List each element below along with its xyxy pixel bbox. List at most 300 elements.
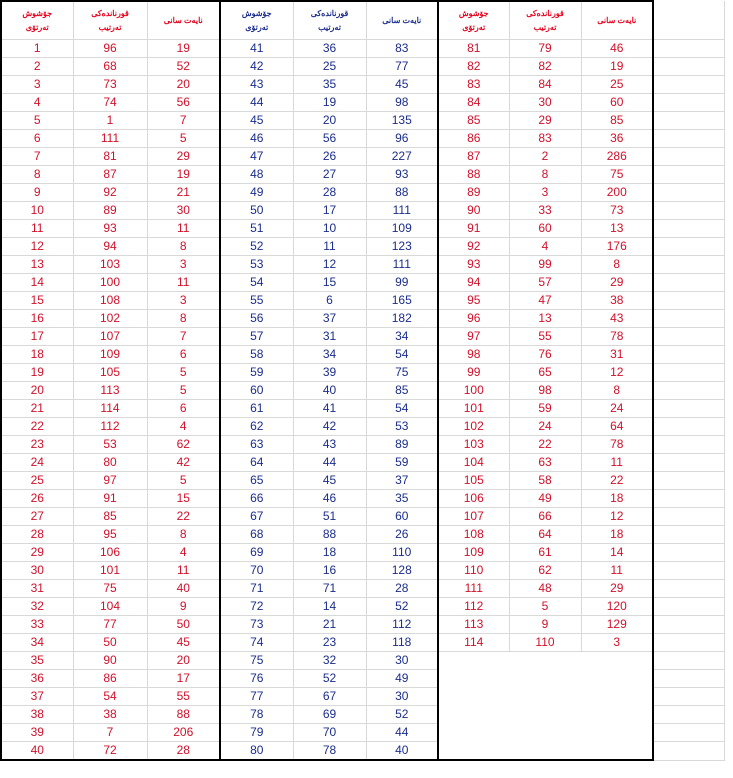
data-cell[interactable]: 109 [73, 346, 147, 364]
data-cell[interactable]: 56 [293, 130, 366, 148]
data-cell[interactable]: 102 [73, 310, 147, 328]
data-cell[interactable]: 113 [438, 616, 509, 634]
data-cell[interactable]: 55 [147, 688, 220, 706]
data-cell[interactable]: 65 [220, 472, 293, 490]
data-cell[interactable]: 30 [366, 688, 438, 706]
data-cell[interactable]: 92 [438, 238, 509, 256]
data-cell[interactable]: 14 [1, 274, 73, 292]
data-cell[interactable]: 78 [220, 706, 293, 724]
data-cell[interactable]: 78 [581, 328, 653, 346]
data-cell[interactable]: 87 [73, 166, 147, 184]
data-cell[interactable]: 105 [73, 364, 147, 382]
data-cell[interactable]: 20 [147, 76, 220, 94]
data-cell[interactable]: 31 [1, 580, 73, 598]
data-cell[interactable]: 8 [581, 256, 653, 274]
data-cell[interactable]: 12 [581, 364, 653, 382]
data-cell[interactable]: 58 [220, 346, 293, 364]
data-cell[interactable]: 45 [293, 472, 366, 490]
data-cell[interactable]: 99 [438, 364, 509, 382]
data-cell[interactable]: 49 [509, 490, 581, 508]
data-cell[interactable]: 29 [581, 274, 653, 292]
data-cell[interactable]: 97 [438, 328, 509, 346]
data-cell[interactable]: 19 [293, 94, 366, 112]
data-cell[interactable]: 93 [366, 166, 438, 184]
data-cell[interactable]: 85 [73, 508, 147, 526]
data-cell[interactable]: 91 [73, 490, 147, 508]
data-cell[interactable]: 95 [73, 526, 147, 544]
data-cell[interactable]: 81 [438, 40, 509, 58]
data-cell[interactable]: 77 [73, 616, 147, 634]
data-cell[interactable]: 31 [581, 346, 653, 364]
empty-cell[interactable] [653, 490, 724, 508]
data-cell[interactable]: 8 [509, 166, 581, 184]
data-cell[interactable]: 73 [73, 76, 147, 94]
data-cell[interactable]: 39 [1, 724, 73, 742]
data-cell[interactable]: 31 [293, 328, 366, 346]
empty-cell[interactable] [653, 526, 724, 544]
data-cell[interactable]: 17 [1, 328, 73, 346]
empty-cell[interactable] [653, 724, 724, 742]
data-cell[interactable]: 50 [147, 616, 220, 634]
data-cell[interactable]: 106 [438, 490, 509, 508]
data-cell[interactable]: 34 [1, 634, 73, 652]
empty-cell[interactable] [653, 40, 724, 58]
data-cell[interactable]: 22 [509, 436, 581, 454]
data-cell[interactable]: 7 [73, 724, 147, 742]
data-cell[interactable]: 11 [147, 274, 220, 292]
data-cell[interactable]: 20 [1, 382, 73, 400]
data-cell[interactable]: 74 [73, 94, 147, 112]
data-cell[interactable]: 34 [366, 328, 438, 346]
data-cell[interactable]: 43 [220, 76, 293, 94]
data-cell[interactable]: 65 [509, 364, 581, 382]
data-cell[interactable]: 61 [509, 544, 581, 562]
empty-cell[interactable] [653, 76, 724, 94]
data-cell[interactable]: 40 [366, 742, 438, 761]
empty-cell[interactable] [581, 670, 653, 688]
empty-cell[interactable] [653, 652, 724, 670]
data-cell[interactable]: 105 [438, 472, 509, 490]
data-cell[interactable]: 54 [366, 346, 438, 364]
data-cell[interactable]: 102 [438, 418, 509, 436]
data-cell[interactable]: 8 [581, 382, 653, 400]
data-cell[interactable]: 18 [581, 526, 653, 544]
empty-cell[interactable] [653, 148, 724, 166]
data-cell[interactable]: 112 [73, 418, 147, 436]
data-cell[interactable]: 8 [147, 526, 220, 544]
data-cell[interactable]: 3 [581, 634, 653, 652]
data-cell[interactable]: 98 [366, 94, 438, 112]
data-cell[interactable]: 129 [581, 616, 653, 634]
data-cell[interactable]: 120 [581, 598, 653, 616]
empty-cell[interactable] [653, 580, 724, 598]
empty-cell[interactable] [653, 364, 724, 382]
data-cell[interactable]: 10 [1, 202, 73, 220]
data-cell[interactable]: 59 [220, 364, 293, 382]
data-cell[interactable]: 36 [1, 670, 73, 688]
data-cell[interactable]: 29 [147, 148, 220, 166]
data-cell[interactable]: 76 [220, 670, 293, 688]
data-cell[interactable]: 68 [220, 526, 293, 544]
data-cell[interactable]: 21 [147, 184, 220, 202]
data-cell[interactable]: 90 [438, 202, 509, 220]
data-cell[interactable]: 49 [366, 670, 438, 688]
data-cell[interactable]: 57 [509, 274, 581, 292]
data-cell[interactable]: 42 [147, 454, 220, 472]
data-cell[interactable]: 35 [1, 652, 73, 670]
data-cell[interactable]: 11 [581, 562, 653, 580]
data-cell[interactable]: 88 [438, 166, 509, 184]
data-cell[interactable]: 104 [438, 454, 509, 472]
data-cell[interactable]: 89 [366, 436, 438, 454]
data-cell[interactable]: 5 [1, 112, 73, 130]
data-cell[interactable]: 83 [438, 76, 509, 94]
empty-cell[interactable] [653, 238, 724, 256]
data-cell[interactable]: 5 [509, 598, 581, 616]
header-cell[interactable] [581, 1, 653, 40]
empty-cell[interactable] [653, 418, 724, 436]
data-cell[interactable]: 30 [1, 562, 73, 580]
data-cell[interactable]: 100 [438, 382, 509, 400]
empty-cell[interactable] [653, 1, 724, 40]
empty-cell[interactable] [653, 310, 724, 328]
data-cell[interactable]: 23 [1, 436, 73, 454]
data-cell[interactable]: 40 [293, 382, 366, 400]
data-cell[interactable]: 25 [293, 58, 366, 76]
data-cell[interactable]: 114 [73, 400, 147, 418]
data-cell[interactable]: 109 [438, 544, 509, 562]
data-cell[interactable]: 28 [147, 742, 220, 761]
data-cell[interactable]: 68 [73, 58, 147, 76]
data-cell[interactable]: 66 [220, 490, 293, 508]
data-cell[interactable]: 8 [1, 166, 73, 184]
data-cell[interactable]: 111 [73, 130, 147, 148]
data-cell[interactable]: 42 [293, 418, 366, 436]
data-cell[interactable]: 7 [147, 328, 220, 346]
data-cell[interactable]: 81 [73, 148, 147, 166]
data-cell[interactable]: 104 [73, 598, 147, 616]
header-cell[interactable] [1, 1, 73, 40]
data-cell[interactable]: 53 [73, 436, 147, 454]
data-cell[interactable]: 39 [293, 364, 366, 382]
data-cell[interactable]: 53 [366, 418, 438, 436]
data-cell[interactable]: 3 [509, 184, 581, 202]
empty-cell[interactable] [438, 688, 509, 706]
data-cell[interactable]: 22 [581, 472, 653, 490]
data-cell[interactable]: 22 [1, 418, 73, 436]
data-cell[interactable]: 51 [220, 220, 293, 238]
data-cell[interactable]: 29 [581, 580, 653, 598]
empty-cell[interactable] [581, 706, 653, 724]
data-cell[interactable]: 96 [366, 130, 438, 148]
data-cell[interactable]: 73 [220, 616, 293, 634]
data-cell[interactable]: 12 [581, 508, 653, 526]
empty-cell[interactable] [653, 292, 724, 310]
data-cell[interactable]: 26 [366, 526, 438, 544]
data-cell[interactable]: 88 [366, 184, 438, 202]
data-cell[interactable]: 75 [581, 166, 653, 184]
empty-cell[interactable] [653, 508, 724, 526]
data-cell[interactable]: 87 [438, 148, 509, 166]
data-cell[interactable]: 35 [293, 76, 366, 94]
data-cell[interactable]: 24 [509, 418, 581, 436]
empty-cell[interactable] [653, 346, 724, 364]
data-cell[interactable]: 49 [220, 184, 293, 202]
data-cell[interactable]: 17 [147, 670, 220, 688]
empty-cell[interactable] [438, 706, 509, 724]
data-cell[interactable]: 36 [581, 130, 653, 148]
data-cell[interactable]: 32 [293, 652, 366, 670]
data-cell[interactable]: 67 [220, 508, 293, 526]
empty-cell[interactable] [653, 670, 724, 688]
data-cell[interactable]: 54 [73, 688, 147, 706]
data-cell[interactable]: 64 [581, 418, 653, 436]
empty-cell[interactable] [509, 652, 581, 670]
data-cell[interactable]: 56 [220, 310, 293, 328]
data-cell[interactable]: 52 [220, 238, 293, 256]
data-cell[interactable]: 62 [147, 436, 220, 454]
data-cell[interactable]: 71 [220, 580, 293, 598]
data-cell[interactable]: 77 [366, 58, 438, 76]
data-cell[interactable]: 111 [366, 202, 438, 220]
data-cell[interactable]: 75 [73, 580, 147, 598]
header-cell[interactable] [293, 1, 366, 40]
data-cell[interactable]: 82 [509, 58, 581, 76]
data-cell[interactable]: 47 [220, 148, 293, 166]
empty-cell[interactable] [653, 454, 724, 472]
data-cell[interactable]: 200 [581, 184, 653, 202]
data-cell[interactable]: 57 [220, 328, 293, 346]
data-cell[interactable]: 4 [509, 238, 581, 256]
data-cell[interactable]: 96 [438, 310, 509, 328]
data-cell[interactable]: 37 [366, 472, 438, 490]
empty-cell[interactable] [653, 328, 724, 346]
data-cell[interactable]: 62 [220, 418, 293, 436]
data-cell[interactable]: 24 [581, 400, 653, 418]
data-cell[interactable]: 114 [438, 634, 509, 652]
data-cell[interactable]: 123 [366, 238, 438, 256]
data-cell[interactable]: 53 [220, 256, 293, 274]
data-cell[interactable]: 106 [73, 544, 147, 562]
data-cell[interactable]: 63 [220, 436, 293, 454]
empty-cell[interactable] [438, 742, 509, 761]
data-cell[interactable]: 6 [1, 130, 73, 148]
data-cell[interactable]: 19 [147, 166, 220, 184]
data-cell[interactable]: 76 [509, 346, 581, 364]
data-cell[interactable]: 2 [509, 148, 581, 166]
data-cell[interactable]: 69 [293, 706, 366, 724]
data-cell[interactable]: 118 [366, 634, 438, 652]
data-cell[interactable]: 44 [366, 724, 438, 742]
data-cell[interactable]: 37 [293, 310, 366, 328]
data-cell[interactable]: 48 [220, 166, 293, 184]
data-cell[interactable]: 89 [73, 202, 147, 220]
data-cell[interactable]: 43 [581, 310, 653, 328]
data-cell[interactable]: 92 [73, 184, 147, 202]
data-cell[interactable]: 98 [509, 382, 581, 400]
header-cell[interactable] [366, 1, 438, 40]
data-cell[interactable]: 11 [147, 562, 220, 580]
data-cell[interactable]: 26 [293, 148, 366, 166]
data-cell[interactable]: 26 [1, 490, 73, 508]
header-cell[interactable] [73, 1, 147, 40]
data-cell[interactable]: 41 [220, 40, 293, 58]
header-cell[interactable] [147, 1, 220, 40]
data-cell[interactable]: 206 [147, 724, 220, 742]
data-cell[interactable]: 72 [73, 742, 147, 761]
empty-cell[interactable] [509, 688, 581, 706]
data-cell[interactable]: 83 [366, 40, 438, 58]
data-cell[interactable]: 88 [147, 706, 220, 724]
data-cell[interactable]: 22 [147, 508, 220, 526]
data-cell[interactable]: 4 [1, 94, 73, 112]
data-cell[interactable]: 36 [293, 40, 366, 58]
empty-cell[interactable] [653, 544, 724, 562]
data-cell[interactable]: 60 [366, 508, 438, 526]
empty-cell[interactable] [653, 202, 724, 220]
data-cell[interactable]: 64 [220, 454, 293, 472]
data-cell[interactable]: 13 [1, 256, 73, 274]
data-cell[interactable]: 59 [366, 454, 438, 472]
data-cell[interactable]: 9 [509, 616, 581, 634]
data-cell[interactable]: 16 [293, 562, 366, 580]
data-cell[interactable]: 80 [73, 454, 147, 472]
data-cell[interactable]: 38 [581, 292, 653, 310]
data-cell[interactable]: 4 [147, 418, 220, 436]
data-cell[interactable]: 227 [366, 148, 438, 166]
data-cell[interactable]: 9 [1, 184, 73, 202]
data-cell[interactable]: 3 [147, 292, 220, 310]
data-cell[interactable]: 20 [293, 112, 366, 130]
data-cell[interactable]: 54 [220, 274, 293, 292]
data-cell[interactable]: 72 [220, 598, 293, 616]
empty-cell[interactable] [653, 94, 724, 112]
data-cell[interactable]: 34 [293, 346, 366, 364]
data-cell[interactable]: 94 [73, 238, 147, 256]
data-cell[interactable]: 113 [73, 382, 147, 400]
data-cell[interactable]: 33 [509, 202, 581, 220]
data-cell[interactable]: 62 [509, 562, 581, 580]
header-cell[interactable] [438, 1, 509, 40]
empty-cell[interactable] [653, 598, 724, 616]
data-cell[interactable]: 111 [366, 256, 438, 274]
data-cell[interactable]: 93 [73, 220, 147, 238]
empty-cell[interactable] [653, 58, 724, 76]
data-cell[interactable]: 45 [147, 634, 220, 652]
data-cell[interactable]: 40 [1, 742, 73, 761]
data-cell[interactable]: 58 [509, 472, 581, 490]
data-cell[interactable]: 3 [147, 256, 220, 274]
data-cell[interactable]: 27 [293, 166, 366, 184]
data-cell[interactable]: 112 [438, 598, 509, 616]
data-cell[interactable]: 66 [509, 508, 581, 526]
data-cell[interactable]: 110 [438, 562, 509, 580]
empty-cell[interactable] [653, 706, 724, 724]
data-cell[interactable]: 46 [220, 130, 293, 148]
empty-cell[interactable] [653, 130, 724, 148]
data-cell[interactable]: 101 [438, 400, 509, 418]
data-cell[interactable]: 55 [220, 292, 293, 310]
data-cell[interactable]: 52 [293, 670, 366, 688]
data-cell[interactable]: 28 [366, 580, 438, 598]
data-cell[interactable]: 50 [220, 202, 293, 220]
data-cell[interactable]: 73 [581, 202, 653, 220]
empty-cell[interactable] [653, 382, 724, 400]
empty-cell[interactable] [509, 706, 581, 724]
data-cell[interactable]: 33 [1, 616, 73, 634]
data-cell[interactable]: 13 [509, 310, 581, 328]
data-cell[interactable]: 79 [509, 40, 581, 58]
data-cell[interactable]: 17 [293, 202, 366, 220]
data-cell[interactable]: 97 [73, 472, 147, 490]
data-cell[interactable]: 11 [147, 220, 220, 238]
data-cell[interactable]: 6 [147, 346, 220, 364]
data-cell[interactable]: 15 [147, 490, 220, 508]
data-cell[interactable]: 14 [293, 598, 366, 616]
empty-cell[interactable] [438, 652, 509, 670]
data-cell[interactable]: 28 [1, 526, 73, 544]
data-cell[interactable]: 27 [1, 508, 73, 526]
data-cell[interactable]: 38 [1, 706, 73, 724]
empty-cell[interactable] [581, 742, 653, 761]
data-cell[interactable]: 100 [73, 274, 147, 292]
data-cell[interactable]: 5 [147, 472, 220, 490]
empty-cell[interactable] [653, 616, 724, 634]
data-cell[interactable]: 15 [1, 292, 73, 310]
data-cell[interactable]: 25 [1, 472, 73, 490]
data-cell[interactable]: 83 [509, 130, 581, 148]
data-cell[interactable]: 5 [147, 364, 220, 382]
data-cell[interactable]: 88 [293, 526, 366, 544]
data-cell[interactable]: 78 [581, 436, 653, 454]
empty-cell[interactable] [653, 742, 724, 761]
data-cell[interactable]: 91 [438, 220, 509, 238]
data-cell[interactable]: 84 [509, 76, 581, 94]
data-cell[interactable]: 111 [438, 580, 509, 598]
data-cell[interactable]: 24 [1, 454, 73, 472]
data-cell[interactable]: 61 [220, 400, 293, 418]
data-cell[interactable]: 32 [1, 598, 73, 616]
empty-cell[interactable] [653, 634, 724, 652]
data-cell[interactable]: 60 [220, 382, 293, 400]
data-cell[interactable]: 107 [438, 508, 509, 526]
data-cell[interactable]: 13 [581, 220, 653, 238]
data-cell[interactable]: 110 [366, 544, 438, 562]
data-cell[interactable]: 51 [293, 508, 366, 526]
data-cell[interactable]: 45 [220, 112, 293, 130]
data-cell[interactable]: 86 [438, 130, 509, 148]
data-cell[interactable]: 5 [147, 130, 220, 148]
empty-cell[interactable] [653, 436, 724, 454]
data-cell[interactable]: 14 [581, 544, 653, 562]
data-cell[interactable]: 75 [366, 364, 438, 382]
data-cell[interactable]: 71 [293, 580, 366, 598]
data-cell[interactable]: 74 [220, 634, 293, 652]
data-cell[interactable]: 94 [438, 274, 509, 292]
data-cell[interactable]: 1 [73, 112, 147, 130]
data-cell[interactable]: 44 [220, 94, 293, 112]
data-cell[interactable]: 128 [366, 562, 438, 580]
data-cell[interactable]: 112 [366, 616, 438, 634]
data-cell[interactable]: 10 [293, 220, 366, 238]
data-cell[interactable]: 82 [438, 58, 509, 76]
data-cell[interactable]: 108 [73, 292, 147, 310]
data-cell[interactable]: 90 [73, 652, 147, 670]
data-cell[interactable]: 46 [581, 40, 653, 58]
data-cell[interactable]: 85 [366, 382, 438, 400]
data-cell[interactable]: 18 [1, 346, 73, 364]
data-cell[interactable]: 110 [509, 634, 581, 652]
